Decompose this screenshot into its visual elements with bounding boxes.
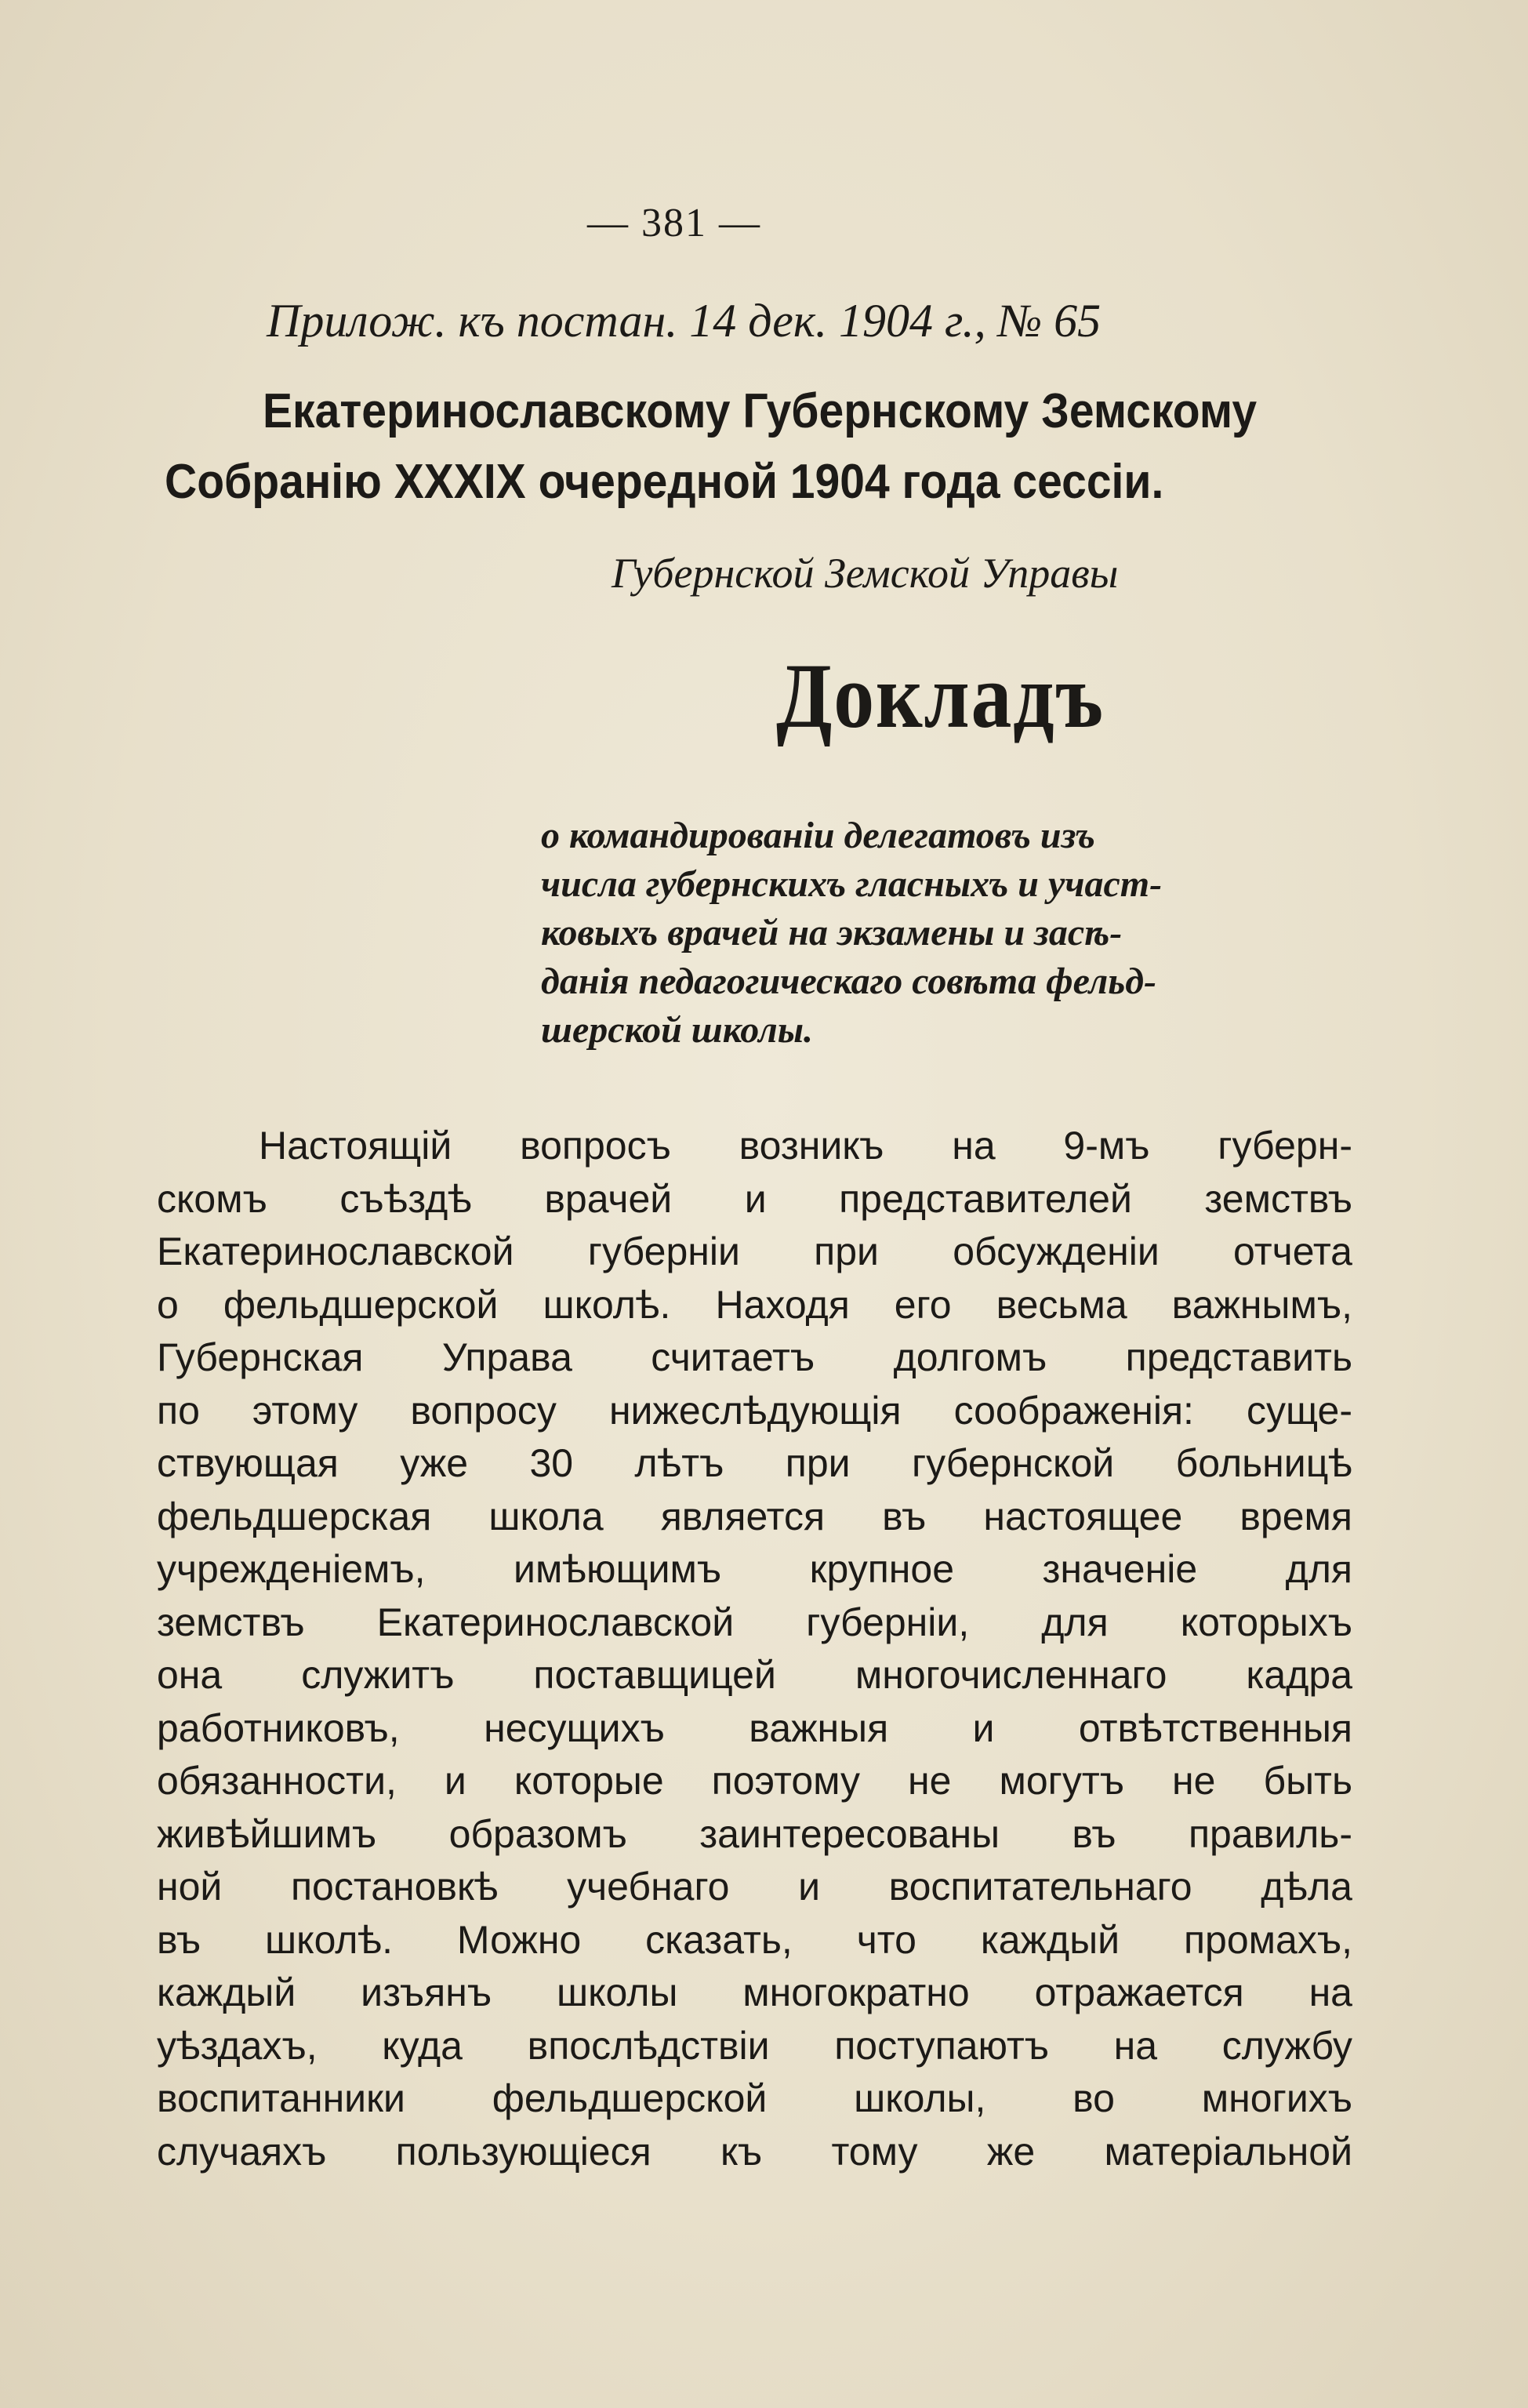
body-paragraph (157, 1120, 1352, 2178)
document-title: Докладъ (776, 645, 1105, 747)
body-line: земствъ Екатеринославской губерніи, для которыхъ (157, 1600, 1352, 1644)
body-line: обязанности, и которые поэтому не могутъ не быть (157, 1759, 1352, 1803)
subject-line: числа губернскихъ гласныхъ и участ- (541, 863, 1163, 905)
body-line: каждый изъянъ школы многократно отражается на (157, 1970, 1352, 2014)
subject-line: ковыхъ врачей на экзамены и засѣ- (541, 912, 1123, 953)
body-line: въ школѣ. Можно сказать, что каждый промахъ, (157, 1917, 1352, 1962)
body-line: Губернская Управа считаетъ долгомъ представить (157, 1335, 1352, 1379)
page-number: — 381 — (587, 201, 761, 245)
appendix-note: Прилож. къ постан. 14 дек. 1904 г., № 65 (267, 295, 1102, 347)
body-line: живѣйшимъ образомъ заинтересованы въ правиль- (157, 1811, 1352, 1856)
body-line: Настоящій вопросъ возникъ на 9-мъ губерн- (259, 1124, 1352, 1168)
body-line: о фельдшерской школѣ. Находя его весьма важнымъ, (157, 1282, 1352, 1327)
body-line: случаяхъ пользующіеся къ тому же матеріальной (157, 2129, 1352, 2174)
body-line: уѣздахъ, куда впослѣдствіи поступаютъ на службу (157, 2023, 1352, 2068)
body-line: Екатеринославской губерніи при обсужденіи отчета (157, 1229, 1352, 1273)
body-line: работниковъ, несущихъ важныя и отвѣтственныя (157, 1705, 1352, 1750)
body-line: учрежденіемъ, имѣющимъ крупное значеніе для (157, 1547, 1352, 1591)
body-line: ствующая уже 30 лѣтъ при губернской больницѣ (157, 1441, 1352, 1485)
body-line: по этому вопросу нижеслѣдующія соображенія: суще- (157, 1388, 1352, 1433)
body-line: фельдшерская школа является въ настоящее время (157, 1494, 1352, 1538)
subject-line: о командированіи делегатовъ изъ (541, 815, 1095, 856)
body-line: ной постановкѣ учебнаго и воспитательнаго дѣла (157, 1865, 1352, 1909)
heading-line-2: Собранію XXXIX очередной 1904 года сессіи. (165, 455, 1164, 509)
body-line: она служитъ поставщицей многочисленнаго кадра (157, 1653, 1352, 1697)
subject-block (541, 812, 1356, 1055)
subject-line: шерской школы. (541, 1009, 814, 1051)
body-line: скомъ съѣздѣ врачей и представителей земствъ (157, 1176, 1352, 1221)
heading-line-1: Екатеринославскому Губернскому Земскому (263, 384, 1258, 438)
issuer-line: Губернской Земской Управы (612, 550, 1119, 597)
subject-line: данія педагогическаго совѣта фельд- (541, 961, 1157, 1002)
body-line: воспитанники фельдшерской школы, во многихъ (157, 2076, 1352, 2120)
